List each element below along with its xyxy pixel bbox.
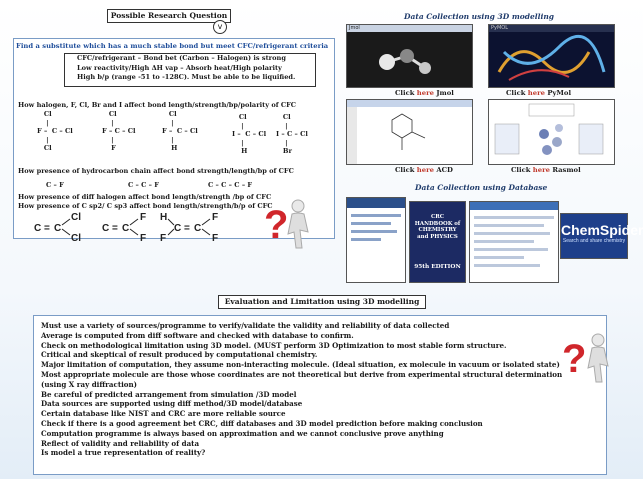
alkene-structures	[34, 210, 234, 244]
research-question-label: Possible Research Question	[107, 9, 231, 23]
structure-fhcl2: Cl | F – C – Cl | H	[162, 110, 198, 152]
evaluation-label: Evaluation and Limitation using 3D modelling	[218, 295, 426, 309]
svg-text:C: C	[194, 223, 202, 234]
evaluation-line: (using X ray diffraction)	[41, 379, 138, 389]
acd-screenshot[interactable]	[346, 99, 473, 165]
svg-text:C: C	[54, 223, 62, 234]
svg-text:C: C	[174, 223, 182, 234]
pymol-protein-view	[489, 32, 614, 87]
evaluation-line: Check if there is a good agreement bet CRC, diff databases and 3D model prediction before making conclusion	[41, 418, 483, 428]
acd-link-text[interactable]: Click here ACD	[395, 166, 453, 174]
evaluation-line: Is model a true representation of reality?	[41, 448, 206, 458]
evaluation-line: Certain database like NIST and CRC are more reliable source	[41, 409, 286, 419]
criteria-line: High b/p (range -51 to -128C). Must be able to be liquified.	[77, 73, 296, 81]
evaluation-line: Must use a variety of sources/programme to verify/validate the validity and reliability of data collected	[41, 321, 450, 330]
pymol-titlebar: PyMOL	[489, 25, 614, 32]
svg-text:=: =	[184, 223, 190, 234]
evaluation-panel	[33, 315, 607, 475]
crc-title: CRC HANDBOOK of CHEMISTRY and PHYSICS	[414, 214, 461, 240]
structure-f2cl2: Cl | F – C – Cl | F	[102, 110, 136, 152]
cfc-criteria-box	[64, 53, 316, 87]
jmol-link-text[interactable]: Click here Jmol	[395, 89, 454, 97]
chain-3: C – C – C – F	[208, 181, 253, 189]
diff-halogen-question: How presence of diff halogen affect bond length/strength /bp of CFC	[18, 193, 272, 201]
rasmol-link-text[interactable]: Click here Rasmol	[511, 166, 581, 174]
jmol-titlebar: Jmol	[347, 25, 472, 32]
structure-icl2br: Cl | I – C – Cl | Br	[276, 113, 308, 155]
pymol-link-text[interactable]: Click here PyMol	[506, 89, 572, 97]
nist-page-view	[347, 198, 405, 282]
svg-text:?: ?	[562, 337, 587, 381]
nist-screenshot[interactable]	[346, 197, 406, 283]
question-figure-icon	[560, 330, 618, 386]
rasmol-link[interactable]: here	[532, 166, 550, 174]
svg-text:=: =	[44, 223, 50, 234]
chevron-down-icon: v	[213, 20, 227, 34]
evaluation-line: Major limitation of computation, they assume non-interacting molecule. (Ideal situation, ex molecule in vacuum or isolated state)	[41, 360, 560, 370]
chain-1: C – F	[46, 181, 64, 189]
svg-text:Cl: Cl	[71, 212, 81, 223]
collection-db-label: Data Collection using Database	[415, 183, 548, 192]
rasmol-page-view	[489, 100, 614, 164]
svg-text:C: C	[122, 223, 130, 234]
structure-fcl3: Cl | F – C – Cl | Cl	[37, 110, 73, 152]
acd-chemsketch-view	[347, 100, 472, 164]
evaluation-line: Average is computed from diff software and checked with database to confirm.	[41, 330, 354, 340]
evaluation-line: Computation programme is always based on approximation and we cannot conclusive prove anything	[41, 428, 444, 438]
evaluation-line: Be careful of predicted arrangement from simulation /3D model	[41, 389, 297, 399]
chemspider-logo[interactable]	[560, 213, 643, 259]
svg-text:C: C	[34, 223, 42, 234]
database-list-screenshot[interactable]	[469, 201, 559, 283]
svg-text:?: ?	[264, 203, 289, 247]
thinking-figure-icon	[262, 196, 320, 252]
crc-edition: 95th EDITION	[414, 264, 461, 270]
database-list-view	[470, 202, 558, 282]
evaluation-line: Check on methodological limitation using 3D model. (MUST perform 3D Optimization to most stable form structure.	[41, 340, 507, 350]
svg-text:F: F	[140, 212, 147, 223]
svg-text:F: F	[160, 233, 167, 244]
research-question-text: Find a substitute which has a much stable bond but meet CFC/refrigerant criteria	[16, 42, 329, 50]
evaluation-line: Reflect of validity and reliability of data	[41, 438, 200, 448]
svg-text:F: F	[212, 212, 219, 223]
criteria-line: CFC/refrigerant – Bond bet (Carbon – Halogen) is strong	[77, 54, 286, 62]
criteria-line: Low reactivity/High ΔH vap – Absorb heat/High polarity	[77, 63, 282, 72]
collection-3d-label: Data Collection using 3D modelling	[404, 12, 555, 21]
svg-text:Cl: Cl	[71, 233, 81, 244]
sp-question: How presence of C sp2/ C sp3 affect bond length/strength/b/p of CFC	[18, 202, 273, 210]
evaluation-line: Critical and skeptical of result produced by computational chemistry.	[41, 350, 318, 360]
hydrocarbon-question: How presence of hydrocarbon chain affect bond strength/length/bp of CFC	[18, 167, 294, 175]
jmol-molecule-view	[347, 32, 472, 87]
evaluation-line: Data sources are supported using diff method/3D model/database	[41, 399, 303, 409]
evaluation-line: Most appropriate molecule are those whose coordinates are not theoretical but derive from experimental structural determination	[41, 369, 563, 379]
pymol-link[interactable]: here	[527, 89, 545, 97]
svg-text:=: =	[112, 223, 118, 234]
svg-text:H: H	[160, 212, 168, 223]
svg-text:F: F	[140, 233, 147, 244]
chemspider-tagline: Search and share chemistry	[562, 238, 626, 244]
structure-icl2h: Cl | I – C – Cl | H	[232, 113, 267, 155]
acd-link[interactable]: here	[416, 166, 434, 174]
jmol-link[interactable]: here	[416, 89, 434, 97]
chain-2: C – C – F	[128, 181, 159, 189]
jmol-screenshot[interactable]	[346, 24, 473, 88]
pymol-screenshot[interactable]	[488, 24, 615, 88]
svg-text:C: C	[102, 223, 110, 234]
halogen-question: How halogen, F, Cl, Br and I affect bond length/strength/bp/polarity of CFC	[18, 101, 297, 109]
chemspider-title: ChemSpider	[561, 222, 643, 238]
rasmol-screenshot[interactable]	[488, 99, 615, 165]
svg-text:F: F	[212, 233, 219, 244]
crc-handbook-cover[interactable]	[409, 201, 466, 283]
